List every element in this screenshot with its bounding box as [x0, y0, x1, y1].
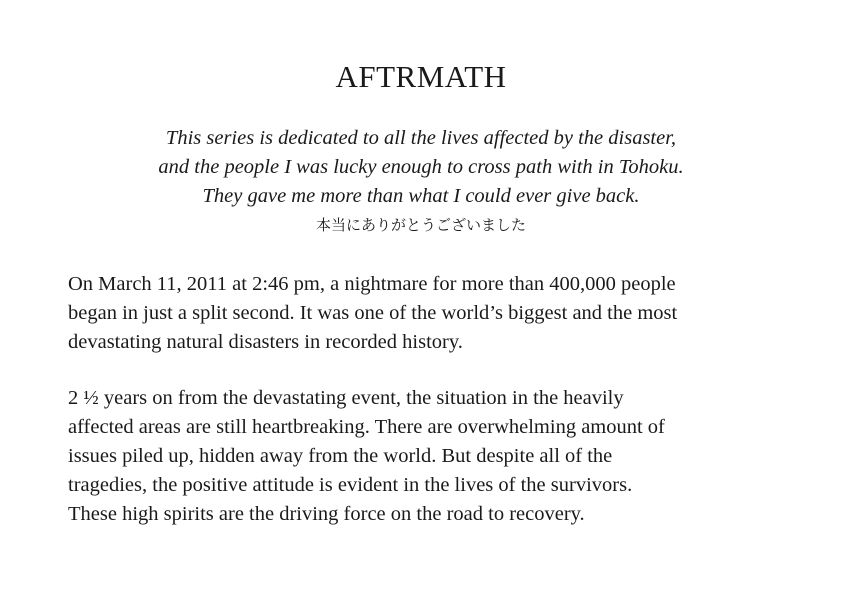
- paragraph-line: 2 ½ years on from the devastating event, the situation in the heavily: [68, 387, 624, 409]
- paragraph-line: devastating natural disasters in recorded history.: [68, 331, 463, 353]
- paragraph-line: tragedies, the positive attitude is evident in the lives of the survivors.: [68, 474, 633, 496]
- paragraph-intro: [68, 270, 788, 357]
- japanese-thanks: 本当にありがとうございました: [315, 216, 526, 234]
- page-title: AFTRMATH: [335, 59, 507, 94]
- paragraph-line: began in just a split second. It was one of the world’s biggest and the most: [68, 302, 678, 324]
- dedication-line: This series is dedicated to all the lives affected by the disaster,: [165, 127, 677, 149]
- paragraph-line: These high spirits are the driving force on the road to recovery.: [68, 503, 585, 525]
- paragraph-aftermath: [68, 384, 788, 529]
- dedication-line: They gave me more than what I could ever give back.: [202, 185, 640, 207]
- dedication-line: and the people I was lucky enough to cross path with in Tohoku.: [158, 156, 684, 178]
- paragraph-line: issues piled up, hidden away from the world. But despite all of the: [68, 445, 613, 467]
- dedication-block: [0, 124, 842, 240]
- paragraph-line: affected areas are still heartbreaking. There are overwhelming amount of: [68, 416, 665, 438]
- paragraph-line: On March 11, 2011 at 2:46 pm, a nightmare for more than 400,000 people: [68, 273, 676, 295]
